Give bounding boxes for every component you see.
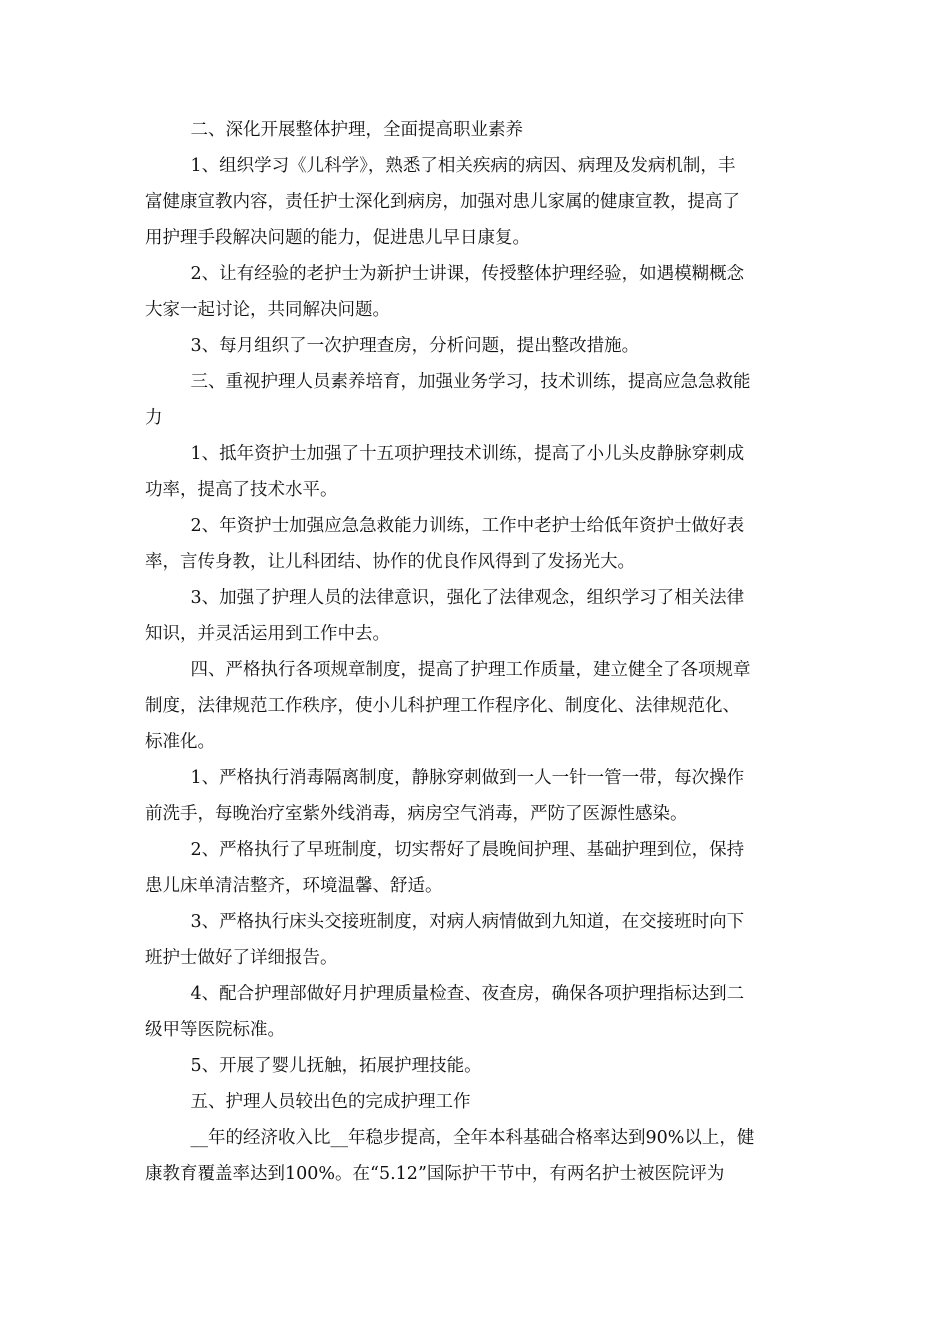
text-line: 率，言传身教，让儿科团结、协作的优良作风得到了发扬光大。 [145,552,635,572]
text-line: 1、抵年资护士加强了十五项护理技术训练，提高了小儿头皮静脉穿刺成 [190,444,745,464]
text-line: 富健康宣教内容，责任护士深化到病房，加强对患儿家属的健康宣教，提高了 [145,192,740,212]
paragraph [145,1048,805,1084]
text-line: 三、重视护理人员素养培育，加强业务学习，技术训练，提高应急急救能 [190,372,751,392]
text-line: 五、护理人员较出色的完成护理工作 [190,1092,471,1112]
text-line: 力 [145,408,163,428]
text-line: 2、年资护士加强应急急救能力训练，工作中老护士给低年资护士做好表 [190,516,745,536]
text-line: 用护理手段解决问题的能力，促进患儿早日康复。 [145,228,530,248]
text-line: 级甲等医院标准。 [145,1020,285,1040]
paragraph [145,652,805,760]
text-line: 1、组织学习《儿科学》，熟悉了相关疾病的病因、病理及发病机制，丰 [190,156,736,176]
text-line: 3、严格执行床头交接班制度，对病人病情做到九知道，在交接班时向下 [190,912,745,932]
text-line: 患儿床单清洁整齐，环境温馨、舒适。 [145,876,443,896]
paragraph [145,328,805,364]
paragraph [145,1120,805,1192]
text-line: 前洗手，每晚治疗室紫外线消毒，病房空气消毒，严防了医源性感染。 [145,804,688,824]
paragraph [145,832,805,904]
text-line: 功率，提高了技术水平。 [145,480,338,500]
paragraph [145,148,805,256]
text-line: 2、让有经验的老护士为新护士讲课，传授整体护理经验，如遇模糊概念 [190,264,745,284]
text-line: 5、开展了婴儿抚触，拓展护理技能。 [190,1056,482,1076]
paragraph [145,904,805,976]
paragraph [145,760,805,832]
text-line: 康教育覆盖率达到100%。在“5.12”国际护干节中，有两名护士被医院评为 [145,1164,725,1184]
text-line: 大家一起讨论，共同解决问题。 [145,300,390,320]
document-body [145,112,805,1192]
text-line: __年的经济收入比__年稳步提高，全年本科基础合格率达到90%以上，健 [190,1128,755,1148]
paragraph [145,580,805,652]
text-line: 3、每月组织了一次护理查房，分析问题，提出整改措施。 [190,336,640,356]
text-line: 3、加强了护理人员的法律意识，强化了法律观念，组织学习了相关法律 [190,588,745,608]
text-line: 2、严格执行了早班制度，切实帮好了晨晚间护理、基础护理到位，保持 [190,840,745,860]
paragraph [145,364,805,436]
paragraph [145,112,805,148]
paragraph [145,256,805,328]
paragraph [145,976,805,1048]
text-line: 知识，并灵活运用到工作中去。 [145,624,390,644]
text-line: 二、深化开展整体护理，全面提高职业素养 [190,120,523,140]
paragraph [145,508,805,580]
text-line: 标准化。 [145,732,215,752]
paragraph [145,1084,805,1120]
text-line: 制度，法律规范工作秩序，使小儿科护理工作程序化、制度化、法律规范化、 [145,696,740,716]
text-line: 班护士做好了详细报告。 [145,948,338,968]
text-line: 四、严格执行各项规章制度，提高了护理工作质量，建立健全了各项规章 [190,660,751,680]
paragraph [145,436,805,508]
text-line: 4、配合护理部做好月护理质量检查、夜查房，确保各项护理指标达到二 [190,984,745,1004]
text-line: 1、严格执行消毒隔离制度，静脉穿刺做到一人一针一管一带，每次操作 [190,768,745,788]
